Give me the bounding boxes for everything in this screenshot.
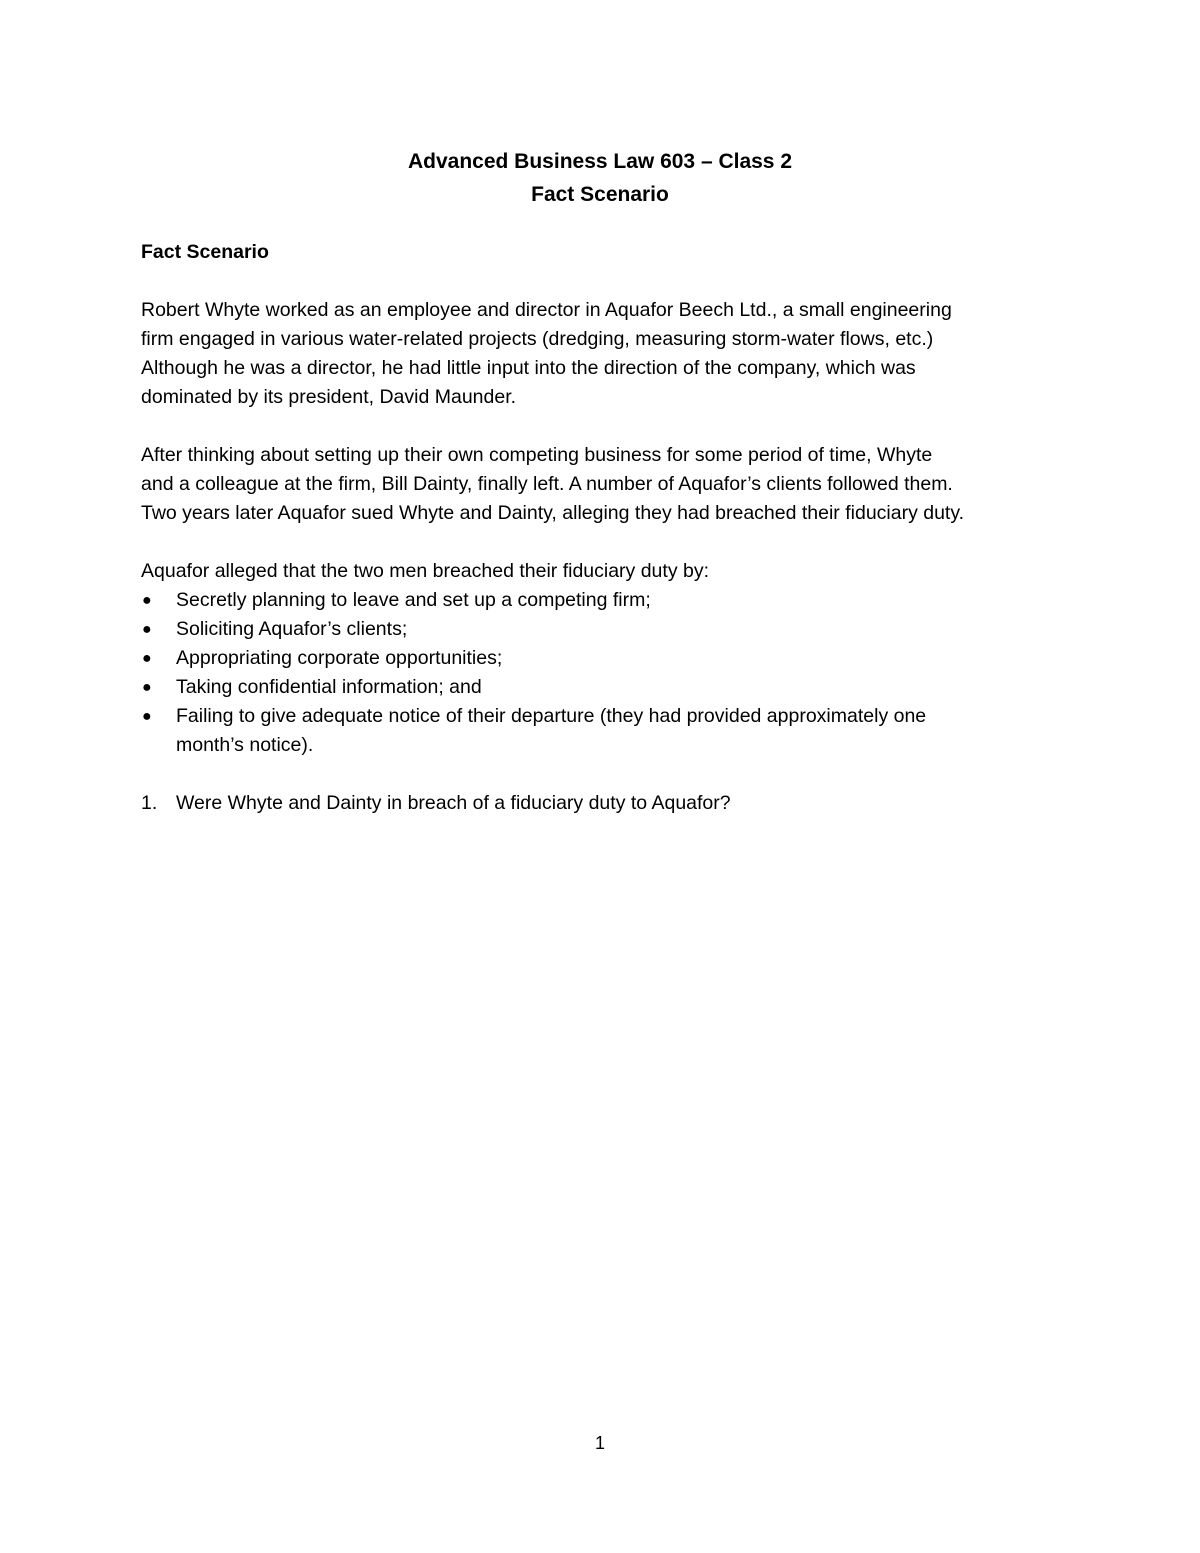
list-item-text-line: Failing to give adequate notice of their departure (they had provided approximately one xyxy=(176,705,927,727)
document-body xyxy=(141,238,1071,818)
list-item-text-line: month’s notice). xyxy=(176,734,314,756)
paragraph-background xyxy=(141,296,1071,412)
bullet-icon: ● xyxy=(142,708,152,725)
list-item xyxy=(141,673,1071,702)
title-line-course: Advanced Business Law 603 – Class 2 xyxy=(407,150,793,173)
document-title xyxy=(0,145,1200,211)
bullet-icon: ● xyxy=(142,621,152,638)
list-item xyxy=(141,615,1071,644)
questions-list xyxy=(141,789,1071,818)
paragraph-line: Two years later Aquafor sued Whyte and Dainty, alleging they had breached their fiduciary duty. xyxy=(141,502,965,524)
question-number: 1. xyxy=(141,792,158,814)
bullet-icon: ● xyxy=(142,592,152,609)
paragraph-line: dominated by its president, David Maunder. xyxy=(141,386,517,408)
paragraph-line: firm engaged in various water-related projects (dredging, measuring storm-water flows, etc.) xyxy=(141,328,934,350)
bullet-icon: ● xyxy=(142,679,152,696)
list-item xyxy=(141,702,1071,760)
paragraph-line: Although he was a director, he had little input into the direction of the company, which was xyxy=(141,357,916,379)
paragraph-line: and a colleague at the firm, Bill Dainty, finally left. A number of Aquafor’s clients followed them. xyxy=(141,473,953,495)
list-item-text: Secretly planning to leave and set up a competing firm; xyxy=(176,589,651,611)
question-item xyxy=(141,789,1071,818)
title-line-subtitle: Fact Scenario xyxy=(531,183,669,206)
question-text: Were Whyte and Dainty in breach of a fiduciary duty to Aquafor? xyxy=(176,792,731,814)
list-item-text: Taking confidential information; and xyxy=(176,676,482,698)
allegations-list xyxy=(141,586,1071,760)
list-item xyxy=(141,644,1071,673)
page-number: 1 xyxy=(594,1433,605,1453)
list-item xyxy=(141,586,1071,615)
paragraph-line: Robert Whyte worked as an employee and director in Aquafor Beech Ltd., a small engineering xyxy=(141,299,952,321)
allegations-intro: Aquafor alleged that the two men breached their fiduciary duty by: xyxy=(141,560,710,582)
paragraph-departure xyxy=(141,441,1071,528)
list-item-text: Soliciting Aquafor’s clients; xyxy=(176,618,408,640)
list-item-text: Appropriating corporate opportunities; xyxy=(176,647,503,669)
bullet-icon: ● xyxy=(142,650,152,667)
section-heading: Fact Scenario xyxy=(141,241,269,263)
paragraph-line: After thinking about setting up their own competing business for some period of time, Whyte xyxy=(141,444,933,466)
